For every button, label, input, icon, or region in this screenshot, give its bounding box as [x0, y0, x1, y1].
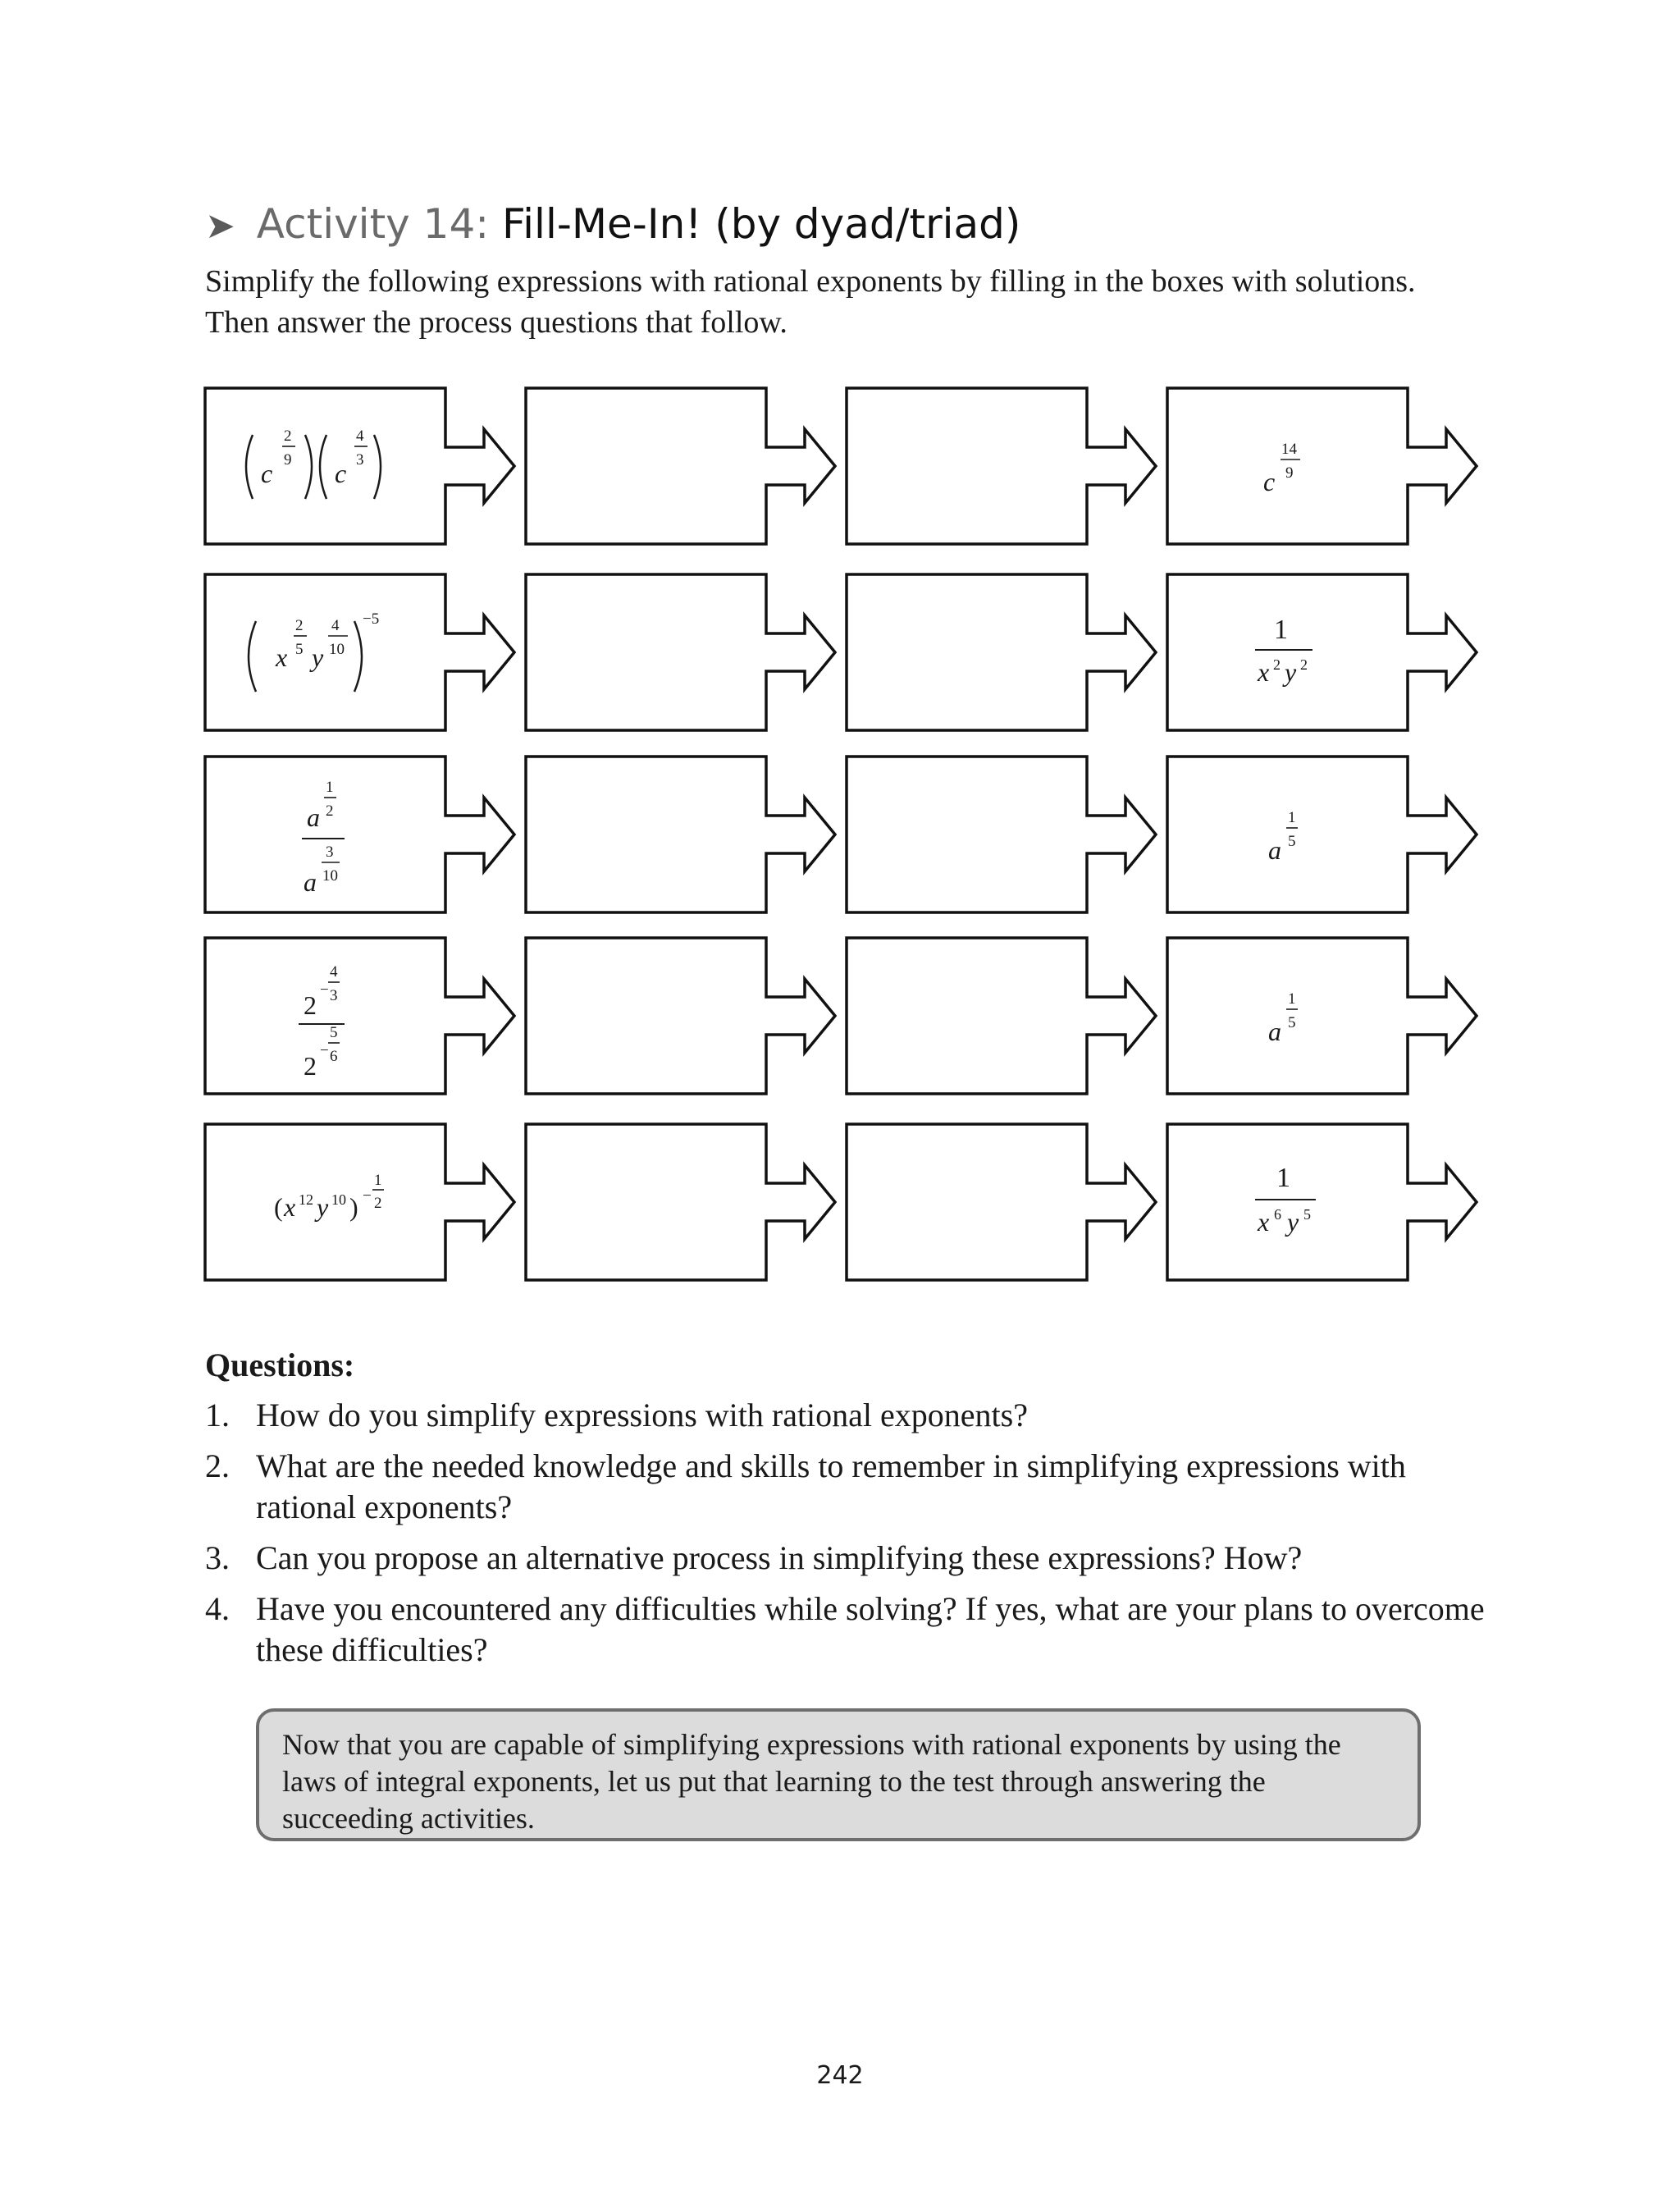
svg-text:2: 2 — [295, 617, 304, 634]
expression-box — [205, 757, 514, 912]
question-item — [205, 1395, 1493, 1436]
question-number: 2. — [205, 1447, 230, 1484]
question-item — [205, 1589, 1493, 1671]
svg-text:2: 2 — [326, 802, 334, 820]
question-text: What are the needed knowledge and skills to remember in simplifying expressions with rational exponents? — [256, 1447, 1406, 1525]
question-item — [205, 1446, 1493, 1528]
svg-text:y: y — [1285, 657, 1297, 687]
expression-box — [205, 574, 514, 730]
svg-text:c: c — [261, 459, 273, 488]
svg-text:4: 4 — [356, 427, 364, 445]
svg-text:5: 5 — [295, 641, 304, 658]
answer-box[interactable] — [847, 574, 1156, 730]
question-number: 1. — [205, 1397, 230, 1433]
questions-heading: Questions: — [205, 1346, 355, 1383]
result-box — [1167, 574, 1477, 730]
question-number: 3. — [205, 1539, 230, 1576]
svg-text:2: 2 — [374, 1195, 382, 1212]
svg-text:2: 2 — [1273, 656, 1281, 673]
answer-box[interactable] — [847, 1124, 1156, 1280]
svg-text:4: 4 — [331, 617, 340, 634]
svg-text:5: 5 — [1288, 1014, 1296, 1031]
svg-text:5: 5 — [1288, 833, 1296, 850]
svg-text:2: 2 — [284, 427, 292, 445]
svg-text:10: 10 — [322, 867, 338, 885]
question-item — [205, 1538, 1493, 1579]
svg-text:6: 6 — [330, 1048, 338, 1065]
svg-text:4: 4 — [330, 963, 338, 981]
svg-text:y: y — [317, 1192, 329, 1222]
svg-text:y: y — [312, 642, 324, 672]
transition-note-box: Now that you are capable of simplifying expressions with rational exponents by using the laws of integral exponents, let us put that learning to the test through answering the succeeding activities. — [256, 1708, 1421, 1841]
svg-text:9: 9 — [284, 451, 292, 469]
svg-text:−: − — [320, 981, 329, 999]
answer-box[interactable] — [526, 388, 835, 544]
answer-box[interactable] — [526, 938, 835, 1094]
svg-text:x: x — [284, 1192, 296, 1222]
svg-text:5: 5 — [330, 1024, 338, 1041]
svg-text:9: 9 — [1285, 464, 1294, 482]
svg-text:−: − — [363, 1187, 372, 1205]
result-box — [1167, 388, 1477, 544]
answer-box[interactable] — [526, 574, 835, 730]
svg-text:6: 6 — [1274, 1206, 1281, 1223]
result-box — [1167, 757, 1477, 912]
svg-text:1: 1 — [1276, 1163, 1290, 1193]
svg-text:10: 10 — [331, 1191, 346, 1208]
svg-text:2: 2 — [304, 1051, 317, 1081]
answer-box[interactable] — [847, 757, 1156, 912]
svg-text:1: 1 — [1274, 615, 1288, 645]
svg-text:1: 1 — [326, 779, 334, 796]
svg-text:x: x — [276, 642, 288, 672]
answer-box[interactable] — [526, 757, 835, 912]
svg-text:): ) — [349, 1192, 358, 1222]
instructions: Simplify the following expressions with rational exponents by filling in the boxes with solutions. Then answer the process questions that follow. — [205, 264, 1416, 340]
svg-text:(: ( — [274, 1192, 283, 1222]
question-text: Have you encountered any difficulties while solving? If yes, what are your plans to overcome these difficulties? — [256, 1590, 1485, 1668]
svg-text:2: 2 — [1300, 656, 1308, 673]
answer-box[interactable] — [526, 1124, 835, 1280]
svg-text:5: 5 — [1303, 1206, 1311, 1223]
svg-text:a: a — [1268, 1017, 1281, 1046]
svg-text:14: 14 — [1281, 441, 1297, 458]
svg-text:2: 2 — [304, 990, 317, 1020]
answer-box[interactable] — [847, 938, 1156, 1094]
questions-list — [205, 1395, 1493, 1680]
svg-text:a: a — [307, 802, 320, 832]
result-box — [1167, 938, 1477, 1094]
svg-text:−5: −5 — [363, 610, 380, 628]
svg-text:3: 3 — [330, 987, 338, 1004]
svg-text:x: x — [1258, 1207, 1270, 1237]
svg-text:1: 1 — [374, 1172, 382, 1189]
activity-title: Fill-Me-In! (by dyad/triad) — [502, 200, 1021, 248]
svg-text:1: 1 — [1288, 990, 1296, 1008]
question-number: 4. — [205, 1590, 230, 1627]
svg-text:3: 3 — [356, 451, 364, 469]
svg-text:10: 10 — [329, 641, 345, 658]
activity-label: Activity 14: — [256, 200, 490, 248]
svg-text:y: y — [1287, 1207, 1299, 1237]
question-text: Can you propose an alternative process in simplifying these expressions? How? — [256, 1539, 1303, 1576]
expression-box — [205, 1124, 514, 1280]
svg-text:1: 1 — [1288, 809, 1296, 826]
expression-box — [205, 938, 514, 1094]
svg-text:3: 3 — [326, 844, 334, 861]
answer-box[interactable] — [847, 388, 1156, 544]
svg-text:12: 12 — [299, 1191, 313, 1208]
svg-text:x: x — [1258, 657, 1270, 687]
result-box — [1167, 1124, 1477, 1280]
svg-text:c: c — [1263, 467, 1276, 496]
question-text: How do you simplify expressions with rational exponents? — [256, 1397, 1028, 1433]
svg-text:a: a — [1268, 835, 1281, 865]
arrow-bullet-icon: ➤ — [205, 205, 235, 247]
page-number: 242 — [816, 2061, 864, 2090]
svg-text:a: a — [304, 867, 317, 897]
svg-text:c: c — [335, 459, 347, 488]
svg-text:−: − — [320, 1042, 329, 1059]
